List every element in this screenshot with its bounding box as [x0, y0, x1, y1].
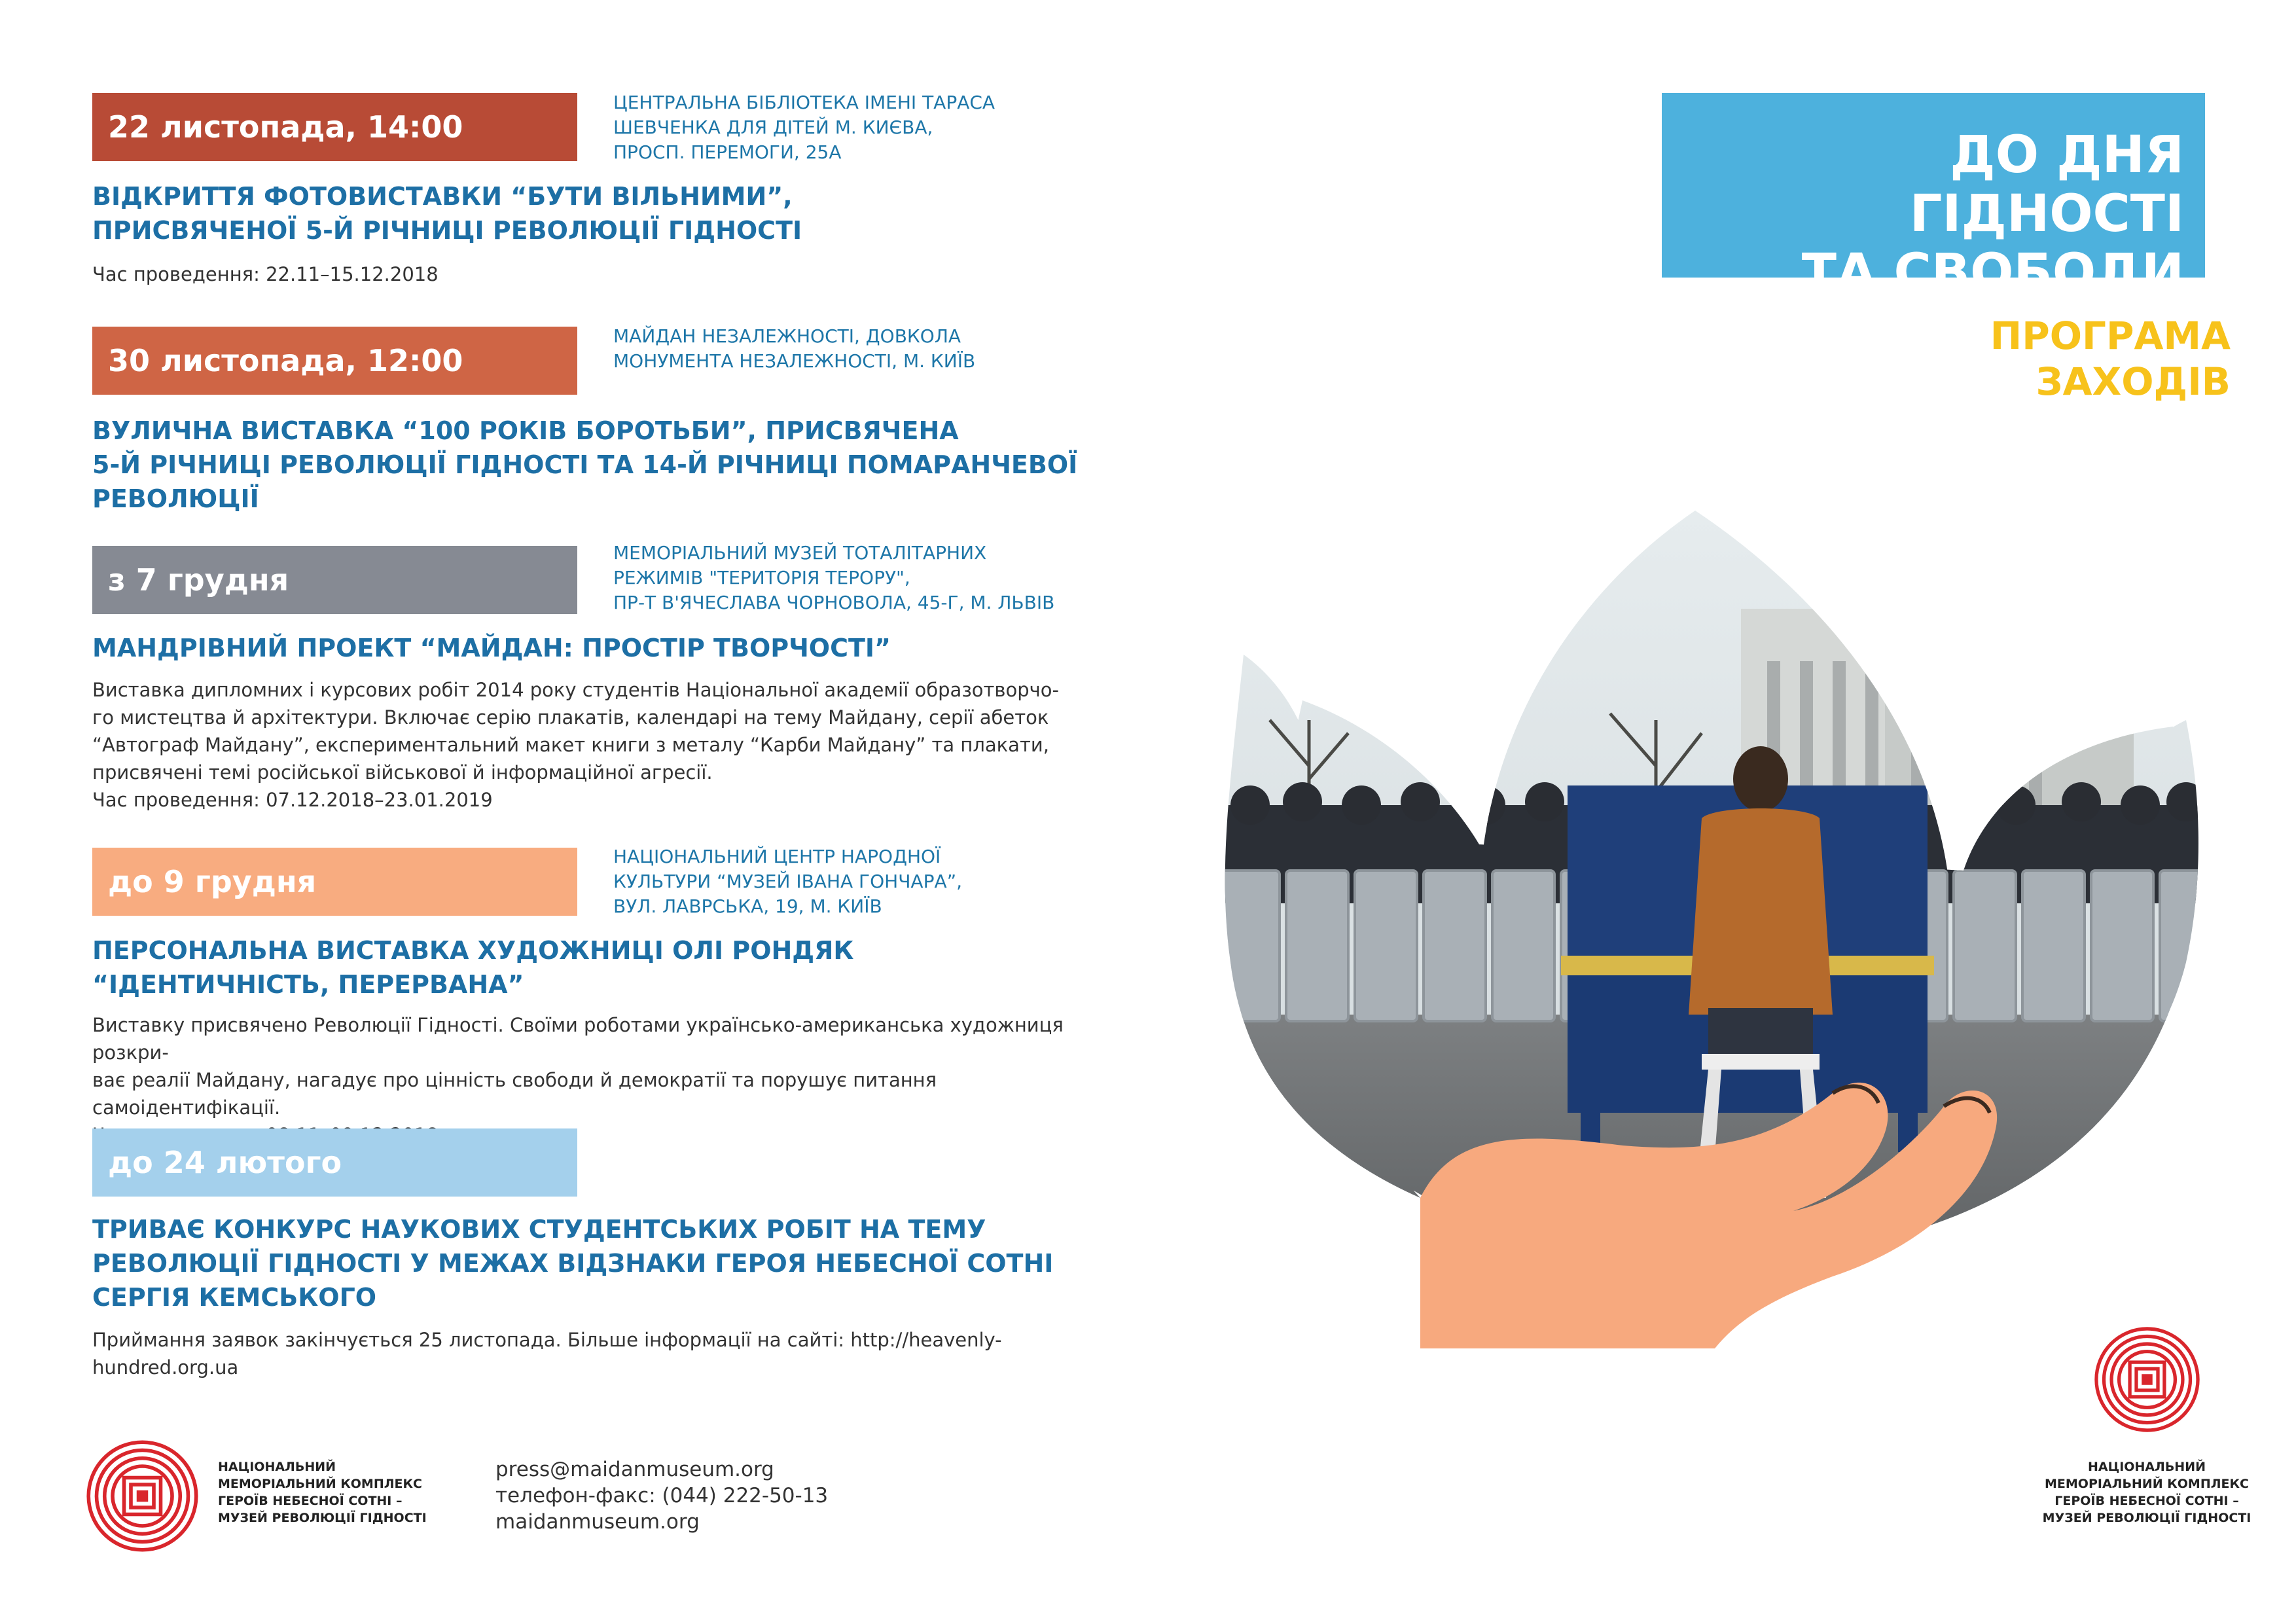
org-name-line: ГЕРОЇВ НЕБЕСНОЇ СОТНІ –: [2054, 1494, 2239, 1508]
title-line: СЕРГІЯ КЕМСЬКОГО: [92, 1283, 377, 1312]
event-title-5: [92, 1212, 1113, 1314]
body-line: Приймання заявок закінчується 25 листопада. Більше інформації на сайті: http://heavenly-hundred.org.ua: [92, 1329, 1002, 1379]
contact-email[interactable]: press@maidanmuseum.org: [495, 1458, 774, 1481]
event-date-5: до 24 лютого: [92, 1128, 577, 1197]
title-line: МАНДРІВНИЙ ПРОЕКТ “МАЙДАН: ПРОСТІР ТВОРЧОСТІ”: [92, 634, 891, 662]
hero-title: [1662, 126, 2198, 302]
org-name-line: НАЦІОНАЛЬНИЙ: [218, 1460, 336, 1474]
org-name-line: НАЦІОНАЛЬНИЙ: [2087, 1460, 2206, 1474]
title-line: ПЕРСОНАЛЬНА ВИСТАВКА ХУДОЖНИЦІ ОЛІ РОНДЯК: [92, 936, 854, 965]
concentric-square-logo-icon: [2093, 1326, 2201, 1434]
body-line: “Автограф Майдану”, експериментальний макет книги з металу “Карби Майдану” та плакати,: [92, 734, 1049, 756]
title-line: РЕВОЛЮЦІЇ ГІДНОСТІ У МЕЖАХ ВІДЗНАКИ ГЕРОЯ НЕБЕСНОЇ СОТНІ: [92, 1249, 1054, 1278]
title-line: ПРИСВЯЧЕНОЇ 5-Й РІЧНИЦІ РЕВОЛЮЦІЇ ГІДНОСТІ: [92, 216, 802, 245]
org-name-right: [2016, 1458, 2278, 1526]
body-line: присвячені темі російської військової й інформаційної агресії.: [92, 761, 713, 784]
org-name-line: МЕМОРІАЛЬНИЙ КОМПЛЕКС: [218, 1477, 422, 1491]
body-line: Виставку присвячено Революції Гідності. Своїми роботами українсько-американська художниця розкри-: [92, 1014, 1064, 1064]
event-date-4: до 9 грудня: [92, 848, 577, 916]
venue-line: НАЦІОНАЛЬНИЙ ЦЕНТР НАРОДНОЇ: [613, 846, 941, 867]
org-name-line: ГЕРОЇВ НЕБЕСНОЇ СОТНІ –: [218, 1494, 403, 1508]
org-name-left: [218, 1458, 427, 1526]
venue-line: ЦЕНТРАЛЬНА БІБЛІОТЕКА ІМЕНІ ТАРАСА: [613, 92, 996, 113]
venue-line: МАЙДАН НЕЗАЛЕЖНОСТІ, ДОВКОЛА: [613, 325, 961, 347]
program-line: ЗАХОДІВ: [2036, 359, 2231, 404]
venue-line: МОНУМЕНТА НЕЗАЛЕЖНОСТІ, М. КИЇВ: [613, 350, 976, 372]
event-title-3: [92, 631, 1113, 665]
body-line: Виставка дипломних і курсових робіт 2014 року студентів Національної академії образотворчо-: [92, 679, 1059, 701]
venue-line: КУЛЬТУРИ “МУЗЕЙ ІВАНА ГОНЧАРА”,: [613, 871, 963, 892]
program-heading: [1767, 313, 2231, 405]
event-body-1: [92, 261, 1074, 288]
hero-title-box: [1662, 93, 2205, 302]
event-body-3: [92, 676, 1074, 814]
event-venue-4: [613, 844, 1071, 919]
event-venue-3: [613, 541, 1071, 615]
event-venue-1: [613, 90, 1071, 165]
title-line: ВІДКРИТТЯ ФОТОВИСТАВКИ “БУТИ ВІЛЬНИМИ”,: [92, 182, 793, 211]
org-name-line: МУЗЕЙ РЕВОЛЮЦІЇ ГІДНОСТІ: [2042, 1511, 2251, 1525]
title-line: РЕВОЛЮЦІЇ: [92, 484, 259, 513]
concentric-square-logo-icon: [85, 1439, 200, 1553]
venue-line: ШЕВЧЕНКА ДЛЯ ДІТЕЙ М. КИЄВА,: [613, 117, 933, 138]
hero-title-line: ТА СВОБОДИ: [1801, 244, 2184, 302]
event-title-4: [92, 933, 1113, 1001]
event-body-5: [92, 1326, 1074, 1381]
venue-line: ВУЛ. ЛАВРСЬКА, 19, М. КИЇВ: [613, 895, 882, 917]
org-name-line: МУЗЕЙ РЕВОЛЮЦІЇ ГІДНОСТІ: [218, 1511, 427, 1525]
venue-line: ПР-Т В'ЯЧЕСЛАВА ЧОРНОВОЛА, 45-Г, М. ЛЬВІВ: [613, 592, 1055, 613]
venue-line: МЕМОРІАЛЬНИЙ МУЗЕЙ ТОТАЛІТАРНИХ: [613, 542, 987, 564]
body-line: Час проведення: 07.12.2018–23.01.2019: [92, 789, 493, 811]
event-title-1: [92, 179, 1113, 247]
title-line: 5-Й РІЧНИЦІ РЕВОЛЮЦІЇ ГІДНОСТІ ТА 14-Й РІЧНИЦІ ПОМАРАНЧЕВОЇ: [92, 450, 1078, 479]
event-title-2: [92, 414, 1113, 516]
lotus-hand-photo-illustration: [1204, 504, 2206, 1348]
contacts: [495, 1456, 828, 1535]
hero-title-line: ДО ДНЯ ГІДНОСТІ: [1909, 126, 2184, 244]
venue-line: РЕЖИМІВ "ТЕРИТОРІЯ ТЕРОРУ",: [613, 567, 910, 588]
body-line: го мистецтва й архітектури. Включає серію плакатів, календарі на тему Майдану, серії абеток: [92, 706, 1049, 729]
contact-website[interactable]: maidanmuseum.org: [495, 1510, 700, 1534]
body-line: ває реалії Майдану, нагадує про цінність свободи й демократії та порушує питання самоідентифікації.: [92, 1069, 937, 1119]
event-date-1: 22 листопада, 14:00: [92, 93, 577, 161]
event-venue-2: [613, 324, 1071, 374]
title-line: ВУЛИЧНА ВИСТАВКА “100 РОКІВ БОРОТЬБИ”, ПРИСВЯЧЕНА: [92, 416, 959, 445]
title-line: ТРИВАЄ КОНКУРС НАУКОВИХ СТУДЕНТСЬКИХ РОБІТ НА ТЕМУ: [92, 1215, 986, 1244]
event-date-3: з 7 грудня: [92, 546, 577, 614]
org-name-line: МЕМОРІАЛЬНИЙ КОМПЛЕКС: [2045, 1477, 2249, 1491]
venue-line: ПРОСП. ПЕРЕМОГИ, 25А: [613, 141, 842, 163]
title-line: “ІДЕНТИЧНІСТЬ, ПЕРЕРВАНА”: [92, 970, 524, 999]
event-date-2: 30 листопада, 12:00: [92, 327, 577, 395]
contact-phone: телефон-факс: (044) 222-50-13: [495, 1484, 829, 1507]
body-line: Час проведення: 22.11–15.12.2018: [92, 263, 439, 285]
program-line: ПРОГРАМА: [1990, 314, 2231, 358]
